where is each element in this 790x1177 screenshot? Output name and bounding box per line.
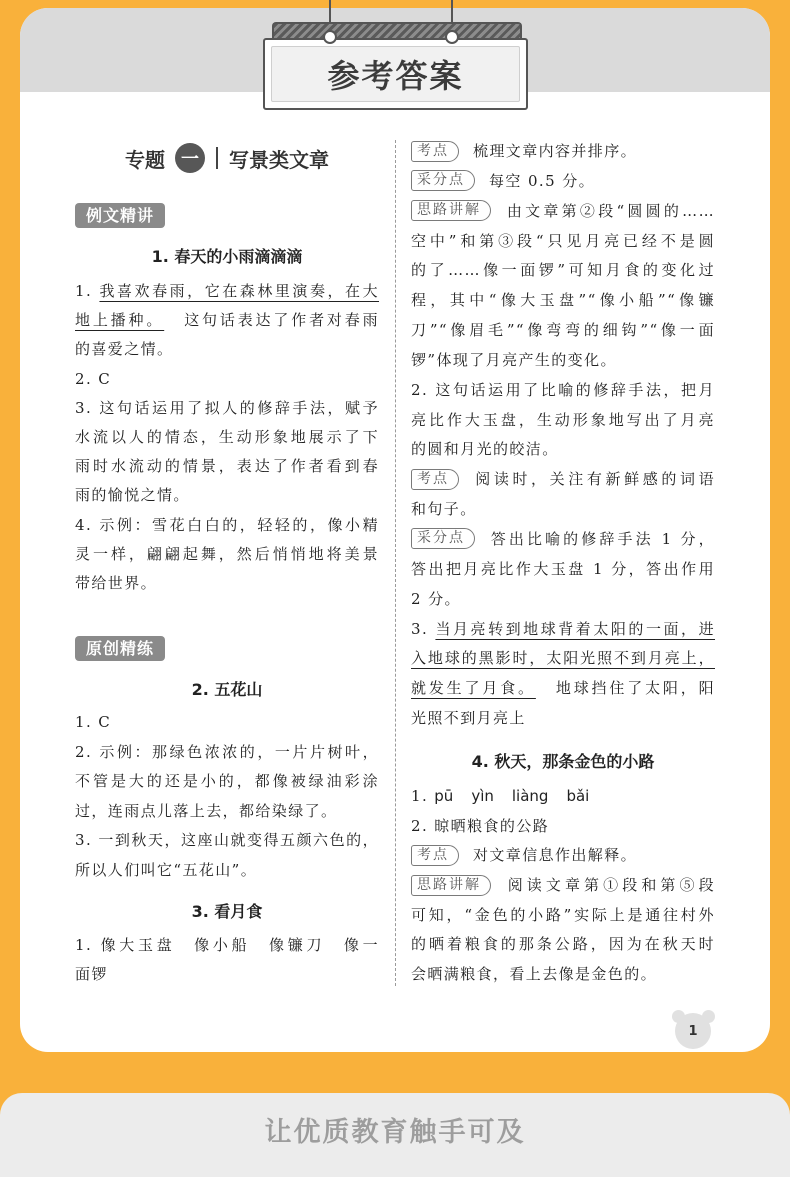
answer-line: 可知，“金色的小路”实际上是通往村外 bbox=[411, 905, 715, 924]
topic-number-badge: 一 bbox=[175, 143, 205, 173]
answer-line: 空中”和第③段“只见月亮已经不是圆 bbox=[411, 231, 715, 250]
topic-name: 写景类文章 bbox=[229, 147, 329, 172]
answer-line: 2. 这句话运用了比喻的修辞手法，把月 bbox=[411, 380, 715, 399]
footer-slogan: 让优质教育触手可及 bbox=[264, 1117, 526, 1148]
answer-line: 带给世界。 bbox=[75, 573, 158, 592]
answer-line: 雨的愉悦之情。 bbox=[75, 486, 190, 505]
article-2-answers bbox=[75, 708, 379, 886]
answer-line bbox=[75, 306, 379, 335]
answer-line: 和句子。 bbox=[411, 500, 477, 519]
footer-band bbox=[0, 1093, 790, 1177]
answer-line: 所以人们叫它“五花山”。 bbox=[75, 860, 258, 879]
answer-line bbox=[411, 674, 715, 704]
answer-line: 1. 像大玉盘 像小船 像镰刀 像一 bbox=[75, 936, 379, 954]
answer-line: 2. C bbox=[75, 369, 112, 388]
sign-panel bbox=[271, 46, 520, 102]
section-tag-example: 例文精讲 bbox=[75, 203, 165, 228]
solution-approach-tag: 思路讲解 bbox=[411, 200, 491, 221]
item-number: 1. bbox=[75, 282, 100, 300]
answer-text: 每空 0.5 分。 bbox=[489, 171, 595, 190]
answer-key-sign bbox=[263, 38, 528, 110]
answer-line bbox=[411, 615, 715, 645]
answer-line: 入地球的黑影时，太阳光照不到月亮上， bbox=[411, 649, 715, 668]
answer-text: 对文章信息作出解释。 bbox=[473, 846, 638, 865]
answer-line bbox=[75, 277, 379, 306]
scoring-point-tag: 采分点 bbox=[411, 528, 475, 549]
item-number: 3. bbox=[411, 619, 436, 638]
column-divider bbox=[395, 140, 396, 986]
answer-text: 这句话表达了作者对春雨 bbox=[184, 311, 379, 330]
answer-line: 2. 示例：那绿色浓浓的，一片片树叶， bbox=[75, 742, 379, 761]
answer-line: 亮比作大玉盘，生动形象地写出了月亮 bbox=[411, 410, 715, 429]
answer-line: 刀”“像眉毛”“像弯弯的细钩”“像一面 bbox=[411, 321, 715, 340]
article-1-answers bbox=[75, 277, 379, 598]
answer-line: 1. C bbox=[75, 713, 112, 731]
solution-approach-tag: 思路讲解 bbox=[411, 875, 491, 896]
answer-line: 2. 晾晒粮食的公路 bbox=[411, 816, 550, 835]
answer-line: 锣”体现了月亮产生的变化。 bbox=[411, 350, 617, 369]
answer-line: 雨时水流动的情景，表达了作者看到春 bbox=[75, 457, 379, 476]
answer-line: 过，连雨点儿落上去，都给染绿了。 bbox=[75, 801, 338, 820]
answer-text: 梳理文章内容并排序。 bbox=[473, 142, 638, 160]
answer-text: 答出比喻的修辞手法 1 分， bbox=[489, 529, 715, 548]
section-tag-practice: 原创精练 bbox=[75, 636, 165, 661]
answer-line: 4. 示例：雪花白白的，轻轻的，像小精 bbox=[75, 515, 379, 534]
article-title: 2. 五花山 bbox=[191, 680, 263, 699]
pinyin: pū bbox=[434, 787, 454, 805]
answer-line: 水流以人的情态，生动形象地展示了下 bbox=[75, 427, 379, 446]
pinyin: liàng bbox=[511, 787, 549, 805]
article-3-answers-left bbox=[75, 931, 379, 990]
pinyin: bǎi bbox=[566, 787, 590, 805]
answer-line: 灵一样，翩翩起舞，然后悄悄地将美景 bbox=[75, 544, 379, 563]
answer-line: 答出把月亮比作大玉盘 1 分，答出作用 bbox=[411, 559, 715, 578]
answer-line bbox=[411, 197, 715, 227]
underlined-sentence: 当月亮转到地球背着太阳的一面，进 bbox=[435, 619, 716, 638]
answer-text: 由文章第②段“圆圆的…… bbox=[505, 201, 715, 220]
answer-text: 阅读时，关注有新鲜感的词语 bbox=[473, 470, 715, 489]
answer-line bbox=[411, 167, 715, 197]
key-point-tag: 考点 bbox=[411, 845, 459, 866]
article-4-answers bbox=[411, 782, 715, 990]
sign-ring-right bbox=[445, 30, 459, 44]
scoring-point-tag: 采分点 bbox=[411, 170, 475, 191]
answer-text: 阅读文章第①段和第⑤段 bbox=[505, 876, 715, 895]
answer-line: 光照不到月亮上 bbox=[411, 709, 526, 728]
article-title: 1. 春天的小雨滴滴滴 bbox=[151, 247, 303, 266]
page-number: 1 bbox=[675, 1013, 711, 1049]
answer-line: 面锣 bbox=[75, 965, 108, 984]
answer-line bbox=[411, 871, 715, 901]
sign-ring-left bbox=[323, 30, 337, 44]
underlined-sentence: 地上播种。 bbox=[75, 311, 165, 330]
topic-heading bbox=[75, 143, 379, 173]
answer-line: 的晒着粮食的那条公路，因为在秋天时 bbox=[411, 935, 715, 954]
key-point-tag: 考点 bbox=[411, 469, 459, 490]
article-title: 3. 看月食 bbox=[191, 902, 263, 921]
key-point-tag: 考点 bbox=[411, 141, 459, 162]
answer-text: 地球挡住了太阳，阳 bbox=[555, 679, 715, 698]
answer-line bbox=[411, 841, 715, 871]
answer-line: 2 分。 bbox=[411, 589, 461, 608]
answer-line bbox=[411, 465, 715, 495]
answer-line: 的了……像一面锣”可知月食的变化过 bbox=[411, 261, 715, 280]
item-number: 1. bbox=[411, 787, 435, 805]
answer-line: 不管是大的还是小的，都像被绿油彩涂 bbox=[75, 772, 379, 791]
answer-line: 的圆和月光的皎洁。 bbox=[411, 440, 559, 459]
answer-line bbox=[411, 782, 715, 812]
article-3-answers-right bbox=[411, 137, 715, 734]
article-title: 4. 秋天，那条金色的小路 bbox=[471, 752, 655, 771]
answer-line bbox=[411, 525, 715, 555]
topic-divider bbox=[216, 147, 218, 169]
answer-line: 3. 一到秋天，这座山就变得五颜六色的， bbox=[75, 831, 379, 850]
underlined-sentence: 就发生了月食。 bbox=[411, 679, 536, 698]
answer-line: 的喜爱之情。 bbox=[75, 340, 174, 359]
page-title: 参考答案 bbox=[327, 57, 464, 95]
pinyin: yìn bbox=[471, 787, 494, 805]
answer-line: 会晒满粮食，看上去像是金色的。 bbox=[411, 965, 658, 984]
answer-line bbox=[411, 137, 715, 167]
answer-line: 3. 这句话运用了拟人的修辞手法，赋予 bbox=[75, 398, 379, 417]
answer-line: 程，其中“像大玉盘”“像小船”“像镰 bbox=[411, 291, 715, 310]
topic-label: 专题 bbox=[125, 147, 165, 172]
underlined-sentence: 我喜欢春雨，它在森林里演奏，在大 bbox=[99, 282, 380, 300]
